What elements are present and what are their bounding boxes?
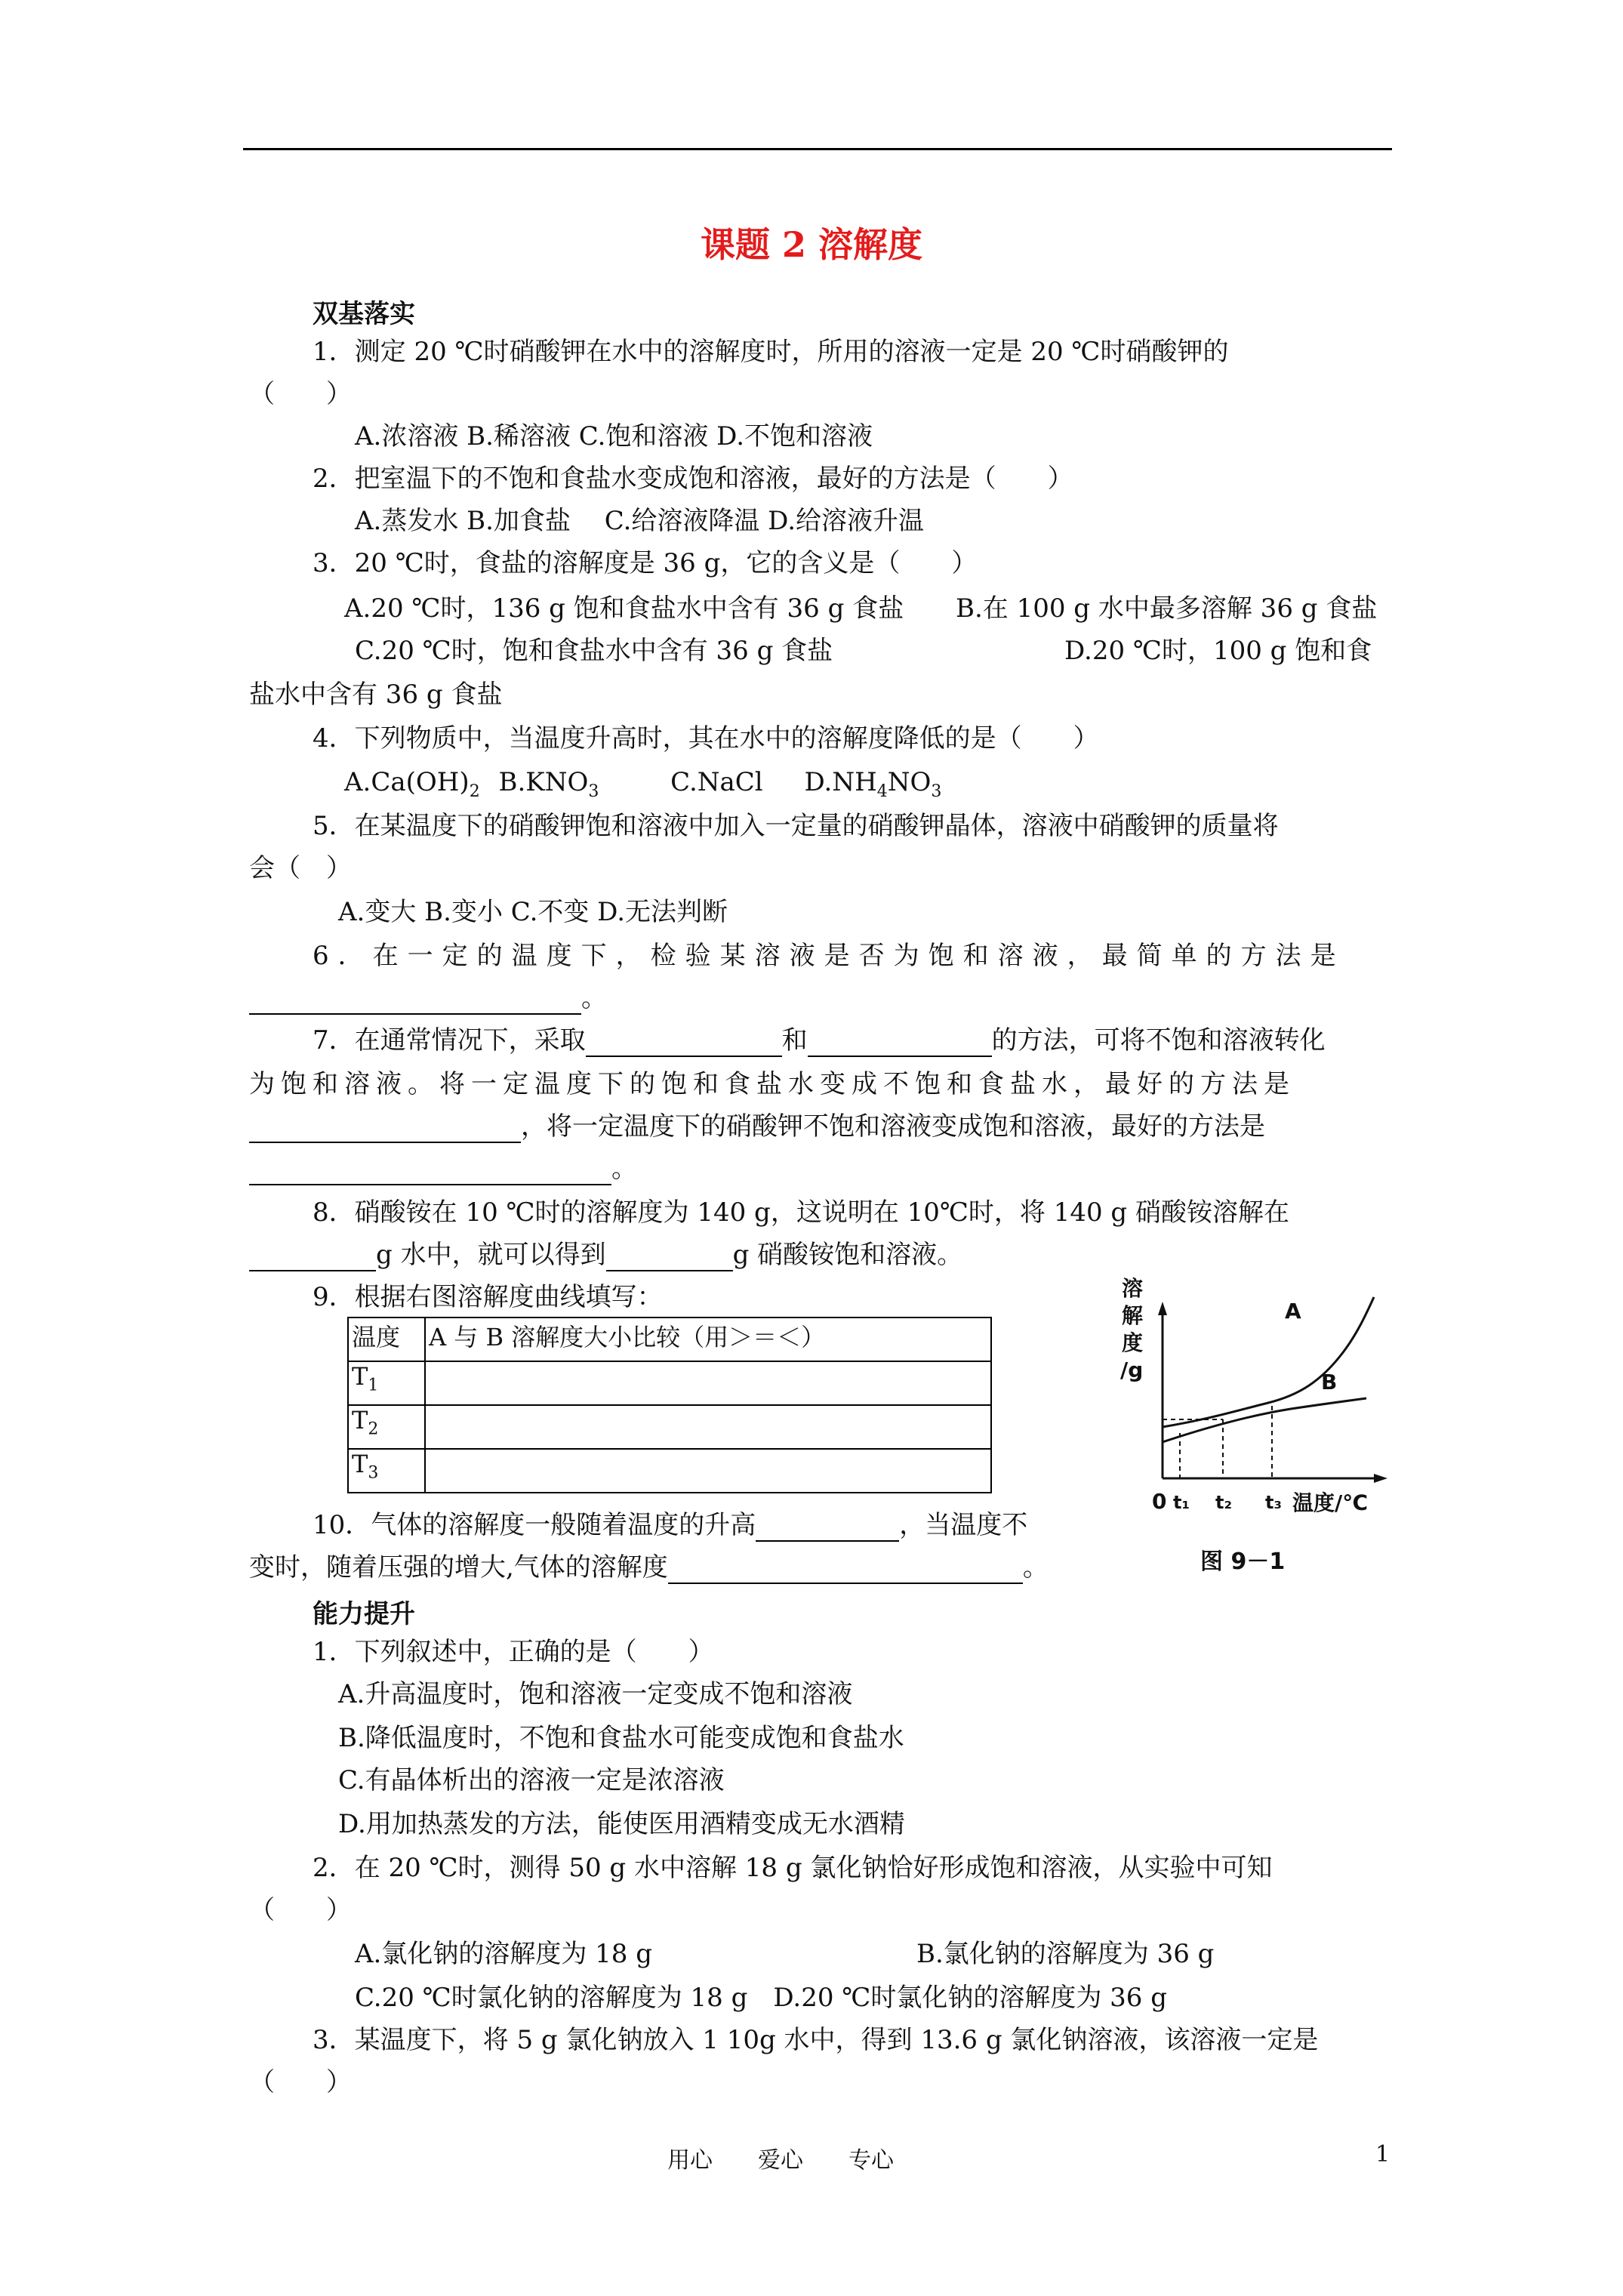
table-header-temp: 温度 [348, 1318, 425, 1361]
q10-text-a: 10．气体的溶解度一般随着温度的升高 [313, 1510, 756, 1540]
row-label-t: T [352, 1406, 368, 1435]
p1-option-d: D.用加热蒸发的方法，能使医用酒精变成无水酒精 [338, 1809, 905, 1839]
q2-stem: 2．把室温下的不饱和食盐水变成饱和溶液，最好的方法是（ ） [313, 464, 1073, 494]
q7-text-a: 7．在通常情况下，采取 [313, 1025, 586, 1056]
q6-stem: 6．在一定的温度下，检验某溶液是否为饱和溶液，最简单的方法是 [313, 941, 1345, 971]
x-axis-arrow [1374, 1474, 1387, 1483]
q7-line1 [313, 1024, 1326, 1057]
row-label-t: T [352, 1450, 368, 1478]
q4-option-c: C.NaCl [670, 767, 763, 797]
p2-option-cd: C.20 ℃时氯化钠的溶解度为 18 g D.20 ℃时氯化钠的溶解度为 36 g [355, 1983, 1167, 2013]
table-answer-cell[interactable] [425, 1449, 991, 1493]
p1-option-a: A.升高温度时，饱和溶液一定变成不饱和溶液 [338, 1679, 853, 1709]
q4-option-d-tail: NO [887, 767, 932, 797]
table-answer-cell[interactable] [425, 1405, 991, 1449]
p3-paren: （ ） [249, 2067, 352, 2097]
footer-motto: 用心 爱心 专心 [667, 2147, 894, 2174]
p1-stem: 1．下列叙述中，正确的是（ ） [313, 1637, 714, 1667]
q7-text-c: 的方法，可将不饱和溶液转化 [991, 1025, 1326, 1056]
y-axis-arrow [1158, 1302, 1167, 1315]
p2-option-a: A.氯化钠的溶解度为 18 g [355, 1939, 653, 1969]
table-row-label [348, 1405, 425, 1449]
q5-options: A.变大 B.变小 C.不变 D.无法判断 [338, 897, 728, 927]
q1-options: A.浓溶液 B.稀溶液 C.饱和溶液 D.不饱和溶液 [355, 421, 873, 451]
q9-comparison-table [347, 1317, 992, 1493]
q5-stem: 5．在某温度下的硝酸钾饱和溶液中加入一定量的硝酸钾晶体，溶液中硝酸钾的质量将 [313, 811, 1279, 841]
q2-options: A.蒸发水 B.加食盐 C.给溶液降温 D.给溶液升温 [355, 506, 925, 536]
row-sub: 1 [368, 1376, 379, 1395]
q7-line4 [249, 1152, 637, 1185]
t3-label: t₃ [1265, 1492, 1282, 1513]
q5-cont: 会（ ） [249, 853, 352, 883]
p2-stem: 2．在 20 ℃时，测得 50 g 水中溶解 18 g 氯化钠恰好形成饱和溶液，从实验中可知 [313, 1853, 1273, 1883]
q4-option-d: D.NH [804, 767, 877, 797]
q3-option-c: C.20 ℃时，饱和食盐水中含有 36 g 食盐 [355, 636, 833, 666]
q7-blank-4[interactable] [249, 1158, 611, 1185]
row-sub: 2 [368, 1419, 379, 1439]
q3-option-d: D.20 ℃时，100 g 饱和食 [1064, 636, 1372, 666]
q3-option-b: B.在 100 g 水中最多溶解 36 g 食盐 [956, 593, 1378, 624]
q6-blank[interactable] [249, 988, 581, 1015]
row-sub: 3 [368, 1463, 379, 1483]
q10-line1 [313, 1509, 1027, 1542]
q8-text-b: g 硝酸铵饱和溶液。 [732, 1240, 963, 1270]
figure-caption: 图 9－1 [1200, 1549, 1286, 1575]
q10-blank-1[interactable] [756, 1515, 899, 1542]
table-row [348, 1449, 991, 1493]
table-row [348, 1405, 991, 1449]
t1-label: t₁ [1173, 1492, 1190, 1513]
x-axis-label: 温度/℃ [1292, 1490, 1369, 1515]
p2-option-b: B.氯化钠的溶解度为 36 g [916, 1939, 1215, 1969]
q6-answer-line [249, 982, 607, 1015]
solubility-curve-figure [1117, 1268, 1404, 1586]
q4-options [344, 766, 941, 809]
q10-blank-2[interactable] [668, 1557, 1023, 1584]
curve-a-label: A [1285, 1299, 1301, 1324]
p1-option-c: C.有晶体析出的溶液一定是浓溶液 [338, 1765, 725, 1795]
q1-paren: （ ） [249, 379, 352, 409]
y-axis-label-1: 溶 [1122, 1276, 1144, 1301]
q8-line2 [249, 1238, 962, 1271]
q7-line2: 为饱和溶液。将一定温度下的饱和食盐水变成不饱和食盐水，最好的方法是 [249, 1069, 1295, 1099]
section-heading-basics: 双基落实 [313, 299, 415, 329]
q10-line2 [249, 1551, 1049, 1584]
p2-paren: （ ） [249, 1895, 352, 1925]
table-row-label [348, 1361, 425, 1405]
q3-option-a: A.20 ℃时，136 g 饱和食盐水中含有 36 g 食盐 [344, 593, 904, 624]
q7-blank-1[interactable] [586, 1030, 782, 1057]
q4-sub-b: 3 [588, 781, 599, 801]
q10-text-b: ，当温度不 [899, 1510, 1028, 1540]
y-axis-label-3: 度 [1122, 1330, 1144, 1355]
section-heading-advanced: 能力提升 [313, 1599, 415, 1629]
row-label-t: T [352, 1362, 368, 1391]
p1-option-b: B.降低温度时，不饱和食盐水可能变成饱和食盐水 [338, 1723, 904, 1753]
y-axis-label-2: 解 [1122, 1303, 1144, 1328]
q6-end: 。 [581, 983, 607, 1013]
table-header-compare: A 与 B 溶解度大小比较（用＞＝＜） [425, 1318, 991, 1361]
t2-label: t₂ [1215, 1492, 1232, 1513]
table-header-row [348, 1318, 991, 1361]
q8-blank-1[interactable] [249, 1244, 376, 1271]
q8-line1: 8．硝酸铵在 10 ℃时的溶解度为 140 g，这说明在 10℃时，将 140 g 硝酸铵溶解在 [313, 1197, 1290, 1228]
q7-blank-2[interactable] [808, 1030, 992, 1057]
q4-sub-a: 2 [469, 781, 480, 801]
q4-option-a: A.Ca(OH) [344, 767, 470, 797]
q1-stem: 1．测定 20 ℃时硝酸钾在水中的溶解度时，所用的溶液一定是 20 ℃时硝酸钾的 [313, 337, 1229, 367]
q10-text-c: 变时，随着压强的增大,气体的溶解度 [249, 1552, 668, 1583]
header-rule [243, 148, 1392, 150]
q4-sub-d1: 4 [876, 781, 888, 801]
q8-text-a: g 水中，就可以得到 [376, 1240, 606, 1270]
q4-stem: 4．下列物质中，当温度升高时，其在水中的溶解度降低的是（ ） [313, 723, 1099, 754]
table-answer-cell[interactable] [425, 1361, 991, 1405]
q9-stem: 9．根据右图溶解度曲线填写： [313, 1282, 663, 1312]
curve-a [1163, 1297, 1374, 1427]
q4-option-b: B.KNO [498, 767, 589, 797]
q3-stem: 3．20 ℃时，食盐的溶解度是 36 g，它的含义是（ ） [313, 548, 978, 578]
q7-line3 [249, 1110, 1265, 1143]
q7-text-b: 和 [781, 1025, 808, 1056]
q4-sub-d2: 3 [931, 781, 942, 801]
q3-option-d-cont: 盐水中含有 36 g 食盐 [249, 680, 503, 710]
curve-b-label: B [1321, 1370, 1338, 1395]
q7-blank-3[interactable] [249, 1116, 521, 1143]
q8-blank-2[interactable] [606, 1244, 733, 1271]
page-title: 课题 2 溶解度 [700, 224, 923, 265]
y-axis-label-4: /g [1120, 1358, 1144, 1382]
q7-text-d: ，将一定温度下的硝酸钾不饱和溶液变成饱和溶液，最好的方法是 [521, 1111, 1265, 1142]
table-row-label [348, 1449, 425, 1493]
table-row [348, 1361, 991, 1405]
q7-end: 。 [611, 1154, 637, 1184]
p3-stem: 3．某温度下，将 5 g 氯化钠放入 1 10g 水中，得到 13.6 g 氯化钠溶液，该溶液一定是 [313, 2025, 1319, 2055]
q10-end: 。 [1022, 1552, 1049, 1583]
page-number: 1 [1375, 2141, 1390, 2168]
origin-label: 0 [1152, 1489, 1167, 1514]
